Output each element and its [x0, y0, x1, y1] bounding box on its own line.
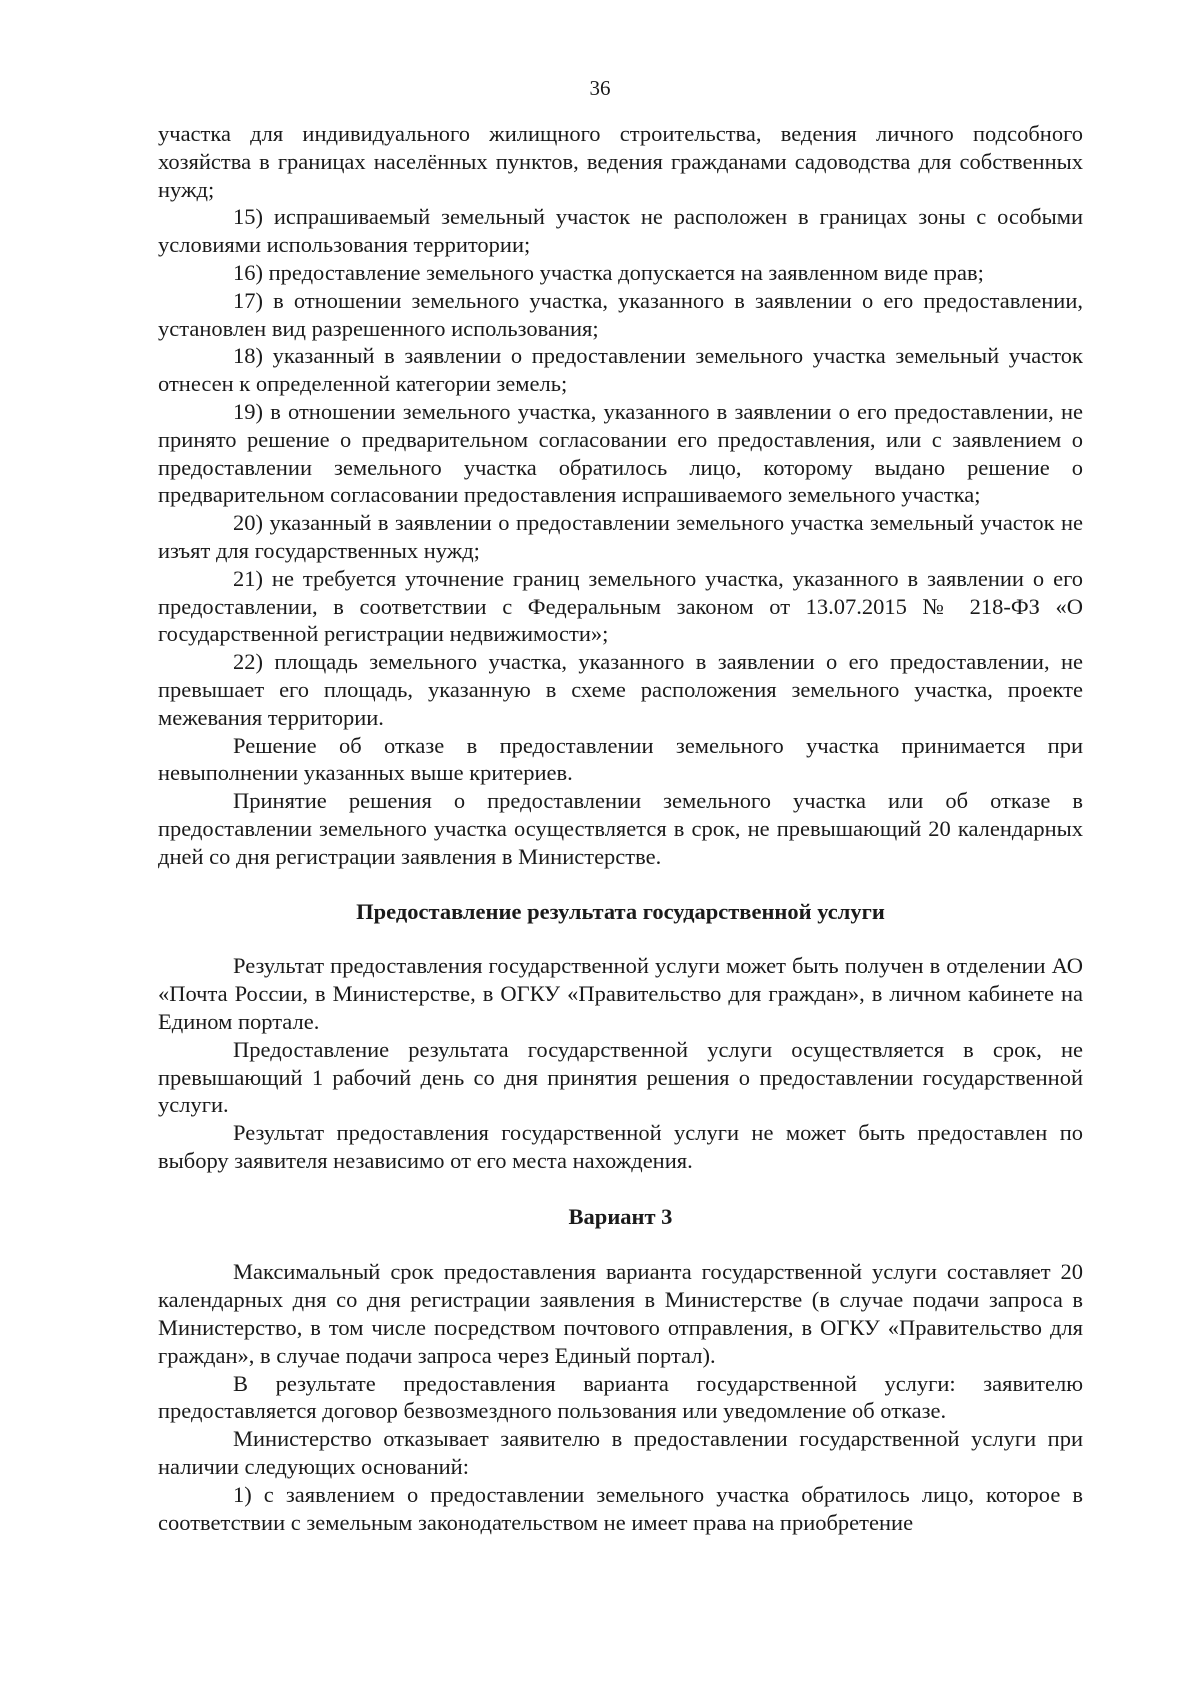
list-item-20: 20) указанный в заявлении о предоставлении земельного участка земельный участок не изъят для государственных нужд; [158, 510, 1083, 563]
paragraph-variant-grounds: Министерство отказывает заявителю в предоставлении государственной услуги при наличии следующих оснований: [158, 1426, 1083, 1480]
paragraph-result-term: Предоставление результата государственной услуги осуществляется в срок, не превышающий 1 рабочий день со дня принятия решения о предоставлении государственной услуги. [158, 1036, 1083, 1118]
page-number: 36 [589, 76, 611, 100]
paragraph-decision-term: Принятие решения о предоставлении земельного участка или об отказе в предоставлении земельного участка осуществляется в срок, не превышающий 20 календарных дней со дня регистрации заявления в Министерстве. [158, 788, 1083, 869]
paragraph-refusal: Решение об отказе в предоставлении земельного участка принимается при невыполнении указанных выше критериев. [158, 732, 1083, 786]
list-item-15: 15) испрашиваемый земельный участок не расположен в границах зоны с особыми условиями использования территории; [158, 204, 1083, 258]
list-item-17: 17) в отношении земельного участка, указанного в заявлении о его предоставлении, установлен вид разрешенного использования; [158, 287, 1083, 341]
paragraph-variant-result: В результате предоставления варианта государственной услуги: заявителю предоставляется договор безвозмездного пользования или уведомление об отказе. [158, 1370, 1083, 1424]
list-item-18: 18) указанный в заявлении о предоставлении земельного участка земельный участок отнесен к определенной категории земель; [158, 343, 1083, 397]
list-item-variant-1: 1) с заявлением о предоставлении земельного участка обратилось лицо, которое в соответствии с земельным законодательством не имеет права на приобретение [158, 1481, 1083, 1535]
section-heading-result: Предоставление результата государственной услуги [356, 898, 885, 924]
document-body [158, 120, 1083, 1536]
list-item-16: 16) предоставление земельного участка допускается на заявленном виде прав; [233, 259, 984, 285]
section-heading-variant: Вариант 3 [568, 1203, 673, 1229]
list-item-19: 19) в отношении земельного участка, указанного в заявлении о его предоставлении, не принято решение о предварительном согласовании его предоставления, или с заявлением о предоставлении земельного участка обратилось лицо, которому выдано решение о предварительном согласовании предоставления испрашиваемого земельного участка; [158, 398, 1083, 508]
paragraph-continuation: участка для индивидуального жилищного строительства, ведения личного подсобного хозяйства в границах населённых пунктов, ведения гражданами садоводства для собственных нужд; [158, 121, 1083, 202]
paragraph-variant-term: Максимальный срок предоставления варианта государственной услуги составляет 20 календарных дня со дня регистрации заявления в Министерстве (в случае подачи запроса в Министерство, в том числе посредством почтового отправления, в ОГКУ «Правительство для граждан», в случае подачи запроса через Единый портал). [158, 1259, 1083, 1368]
list-item-22: 22) площадь земельного участка, указанного в заявлении о его предоставлении, не превышает его площадь, указанную в схеме расположения земельного участка, проекте межевания территории. [158, 649, 1083, 730]
paragraph-result-location: Результат предоставления государственной услуги не может быть предоставлен по выбору заявителя независимо от его места нахождения. [158, 1120, 1083, 1173]
list-item-21: 21) не требуется уточнение границ земельного участка, указанного в заявлении о его предоставлении, в соответствии с Федеральным законом от 13.07.2015 № 218-ФЗ «О государственной регистрации недвижимости»; [158, 565, 1083, 647]
paragraph-result-place: Результат предоставления государственной услуги может быть получен в отделении АО «Почта России, в Министерстве, в ОГКУ «Правительство для граждан», в личном кабинете на Едином портале. [158, 953, 1083, 1034]
